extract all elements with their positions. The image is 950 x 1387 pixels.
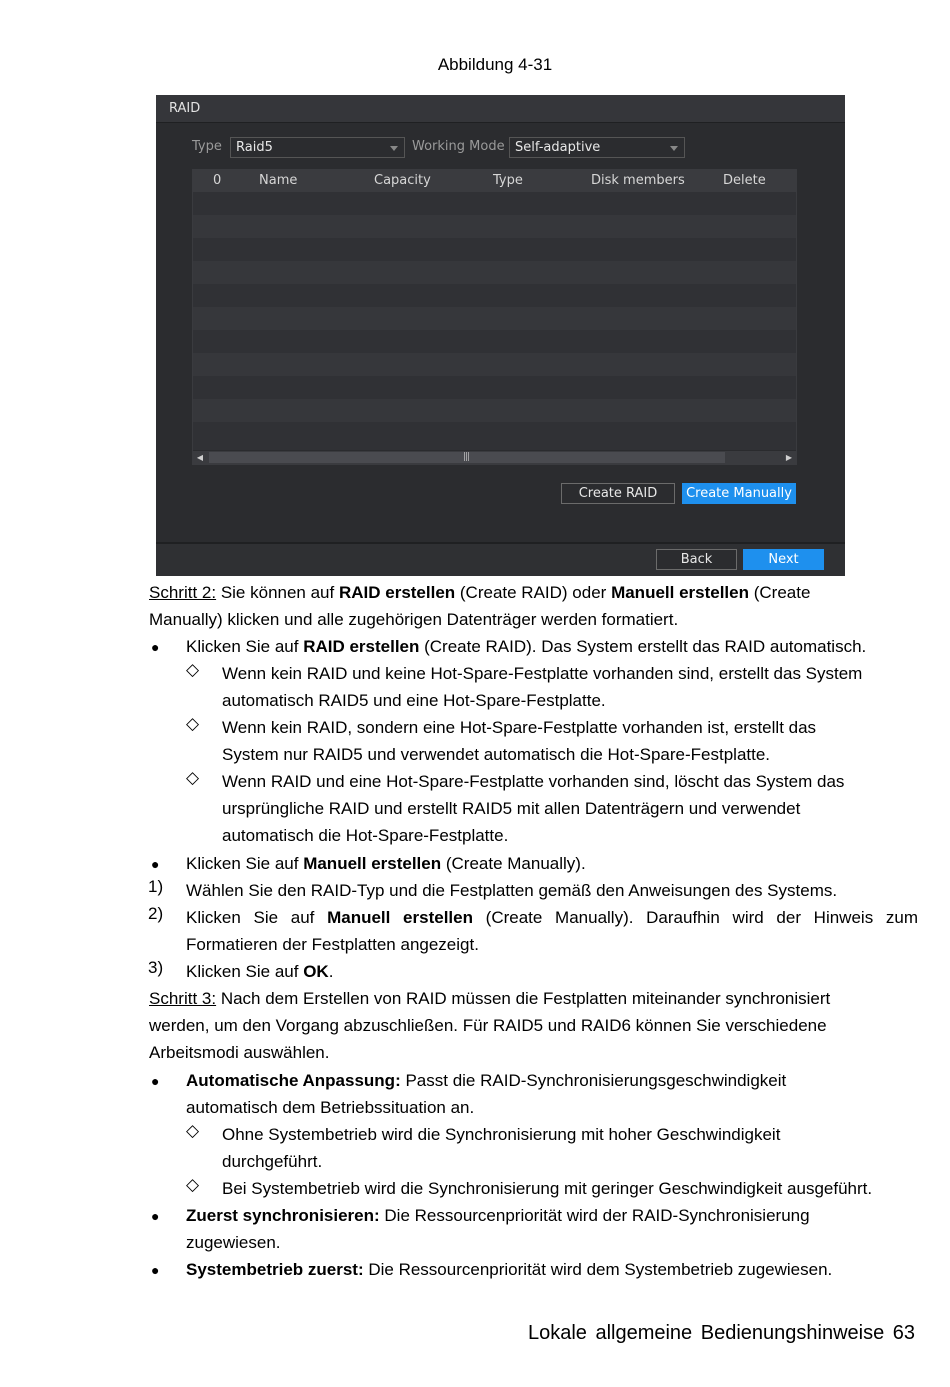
text: (Create Manually). Daraufhin wird der Hinweis zum [472,908,918,927]
text: . [328,962,334,981]
sub-item-5: Bei Systembetrieb wird die Synchronisierung mit geringer Geschwindigkeit ausgeführt. [222,1179,873,1198]
page-footer: Lokale allgemeine Bedienungshinweise 63 [527,1322,915,1344]
table-row[interactable] [193,238,796,261]
col-capacity[interactable]: Capacity [374,173,431,188]
text: Nach dem Erstellen von RAID müssen die Festplatten miteinander synchronisiert [216,989,831,1008]
table-row[interactable] [193,376,796,399]
bold-text: OK [303,962,329,981]
text: Passt die RAID-Synchronisierungsgeschwindigkeit [400,1071,787,1090]
diamond-icon: ◇ [186,768,200,787]
grip-icon: ||| [463,452,470,462]
raid-screenshot [156,95,845,576]
table-header [193,170,796,192]
text: Klicken Sie auf [186,637,304,656]
diamond-icon: ◇ [186,660,200,679]
create-manually-button[interactable]: Create Manually [682,483,796,504]
diamond-icon: ◇ [186,1121,200,1140]
sub-item-4-line-1: Ohne Systembetrieb wird die Synchronisierung mit hoher Geschwindigkeit [222,1125,781,1144]
bullet-icon: ● [151,1262,160,1278]
bullet-icon: ● [151,1073,160,1089]
step-2-line-2: Manually) klicken und alle zugehörigen Datenträger werden formatiert. [149,610,679,629]
table-row[interactable] [193,284,796,307]
text: (Create [749,583,811,602]
numbered-item-2-line-2: Formatieren der Festplatten angezeigt. [186,935,479,954]
bullet-icon: ● [151,1208,160,1224]
bold-text: RAID erstellen [303,637,420,656]
bold-text: Systembetrieb zuerst: [186,1260,364,1279]
create-raid-button[interactable]: Create RAID [561,483,675,504]
step-2-line-1 [149,579,810,606]
bold-text: Manuell erstellen [327,908,473,927]
step-3-line-2: werden, um den Vorgang abzuschließen. Für RAID5 und RAID6 können Sie verschiedene [149,1016,827,1035]
step-number: 2) [148,904,164,923]
text: (Create RAID) oder [455,583,612,602]
col-delete: Delete [723,173,766,188]
bold-text: Zuerst synchronisieren: [186,1206,380,1225]
next-button[interactable]: Next [743,549,824,570]
bullet-icon: ● [151,856,160,872]
col-index: 0 [213,173,222,188]
bullet-create-manually [186,850,586,877]
table-row[interactable] [193,261,796,284]
step-3-line-3: Arbeitsmodi auswählen. [149,1043,330,1062]
window-title: RAID [156,95,845,123]
text: Sie können auf [216,583,339,602]
bold-text: Automatische Anpassung: [186,1071,401,1090]
step-number: 3) [148,958,164,977]
bold-text: RAID erstellen [338,583,456,602]
bullet-icon: ● [151,639,160,655]
numbered-item-1: Wählen Sie den RAID-Typ und die Festplatten gemäß den Anweisungen des Systems. [186,881,838,900]
col-type[interactable]: Type [493,173,523,188]
working-mode-select[interactable] [509,137,685,158]
raid-table [192,169,797,465]
col-disk-members[interactable]: Disk members [591,173,685,188]
scroll-right-icon[interactable]: ▶ [785,453,793,462]
table-row[interactable] [193,215,796,238]
diamond-icon: ◇ [186,714,200,733]
working-mode-value: Self-adaptive [515,140,601,155]
chevron-down-icon [390,146,398,151]
text: Klicken Sie auf [186,962,304,981]
table-row[interactable] [193,399,796,422]
sub-item-3-line-3: automatisch die Hot-Spare-Festplatte. [222,826,509,845]
bullet-create-raid [186,633,866,660]
bullet-sync-first-line-2: zugewiesen. [186,1233,281,1252]
bold-text: Manuell erstellen [611,583,749,602]
text: Die Ressourcenpriorität wird dem Systembetrieb zugewiesen. [363,1260,833,1279]
figure-caption: Abbildung 4-31 [437,55,553,74]
text: Klicken Sie auf [186,854,304,873]
sub-item-4-line-2: durchgeführt. [222,1152,323,1171]
sub-item-2-line-2: System nur RAID5 und verwendet automatisch die Hot-Spare-Festplatte. [222,745,771,764]
horizontal-scrollbar[interactable] [193,450,796,464]
step-3-label: Schritt 3: [149,989,217,1008]
table-row[interactable] [193,307,796,330]
step-2-label: Schritt 2: [149,583,217,602]
bullet-system-first [186,1256,832,1283]
table-row[interactable] [193,192,796,215]
diamond-icon: ◇ [186,1175,200,1194]
col-name[interactable]: Name [259,173,298,188]
step-number: 1) [148,877,164,896]
table-row[interactable] [193,422,796,445]
type-label: Type [192,139,222,154]
scroll-left-icon[interactable]: ◀ [196,453,204,462]
text: Die Ressourcenpriorität wird der RAID-Synchronisierung [379,1206,810,1225]
text: (Create RAID). Das System erstellt das RAID automatisch. [419,637,867,656]
table-row[interactable] [193,330,796,353]
table-row[interactable] [193,353,796,376]
bullet-sync-first-line-1 [186,1202,810,1229]
working-mode-label: Working Mode [412,139,505,154]
bold-text: Manuell erstellen [303,854,442,873]
step-3-line-1 [149,985,830,1012]
sub-item-1-line-1: Wenn kein RAID und keine Hot-Spare-Festplatte vorhanden sind, erstellt das System [222,664,863,683]
numbered-item-2-line-1 [186,904,918,931]
chevron-down-icon [670,146,678,151]
sub-item-1-line-2: automatisch RAID5 und eine Hot-Spare-Festplatte. [222,691,606,710]
bullet-auto-adapt-line-1 [186,1067,786,1094]
window-footer [156,542,845,576]
sub-item-3-line-2: ursprüngliche RAID und erstellt RAID5 mit allen Datenträgern und verwendet [222,799,801,818]
bullet-auto-adapt-line-2: automatisch dem Betriebssituation an. [186,1098,475,1117]
type-select-value: Raid5 [236,140,273,155]
text: Klicken Sie auf [186,908,328,927]
sub-item-3-line-1: Wenn RAID und eine Hot-Spare-Festplatte vorhanden sind, löscht das System das [222,772,845,791]
sub-item-2-line-1: Wenn kein RAID, sondern eine Hot-Spare-Festplatte vorhanden ist, erstellt das [222,718,817,737]
type-select[interactable] [230,137,405,158]
numbered-item-3 [186,958,333,985]
text: (Create Manually). [441,854,586,873]
back-button[interactable]: Back [656,549,737,570]
